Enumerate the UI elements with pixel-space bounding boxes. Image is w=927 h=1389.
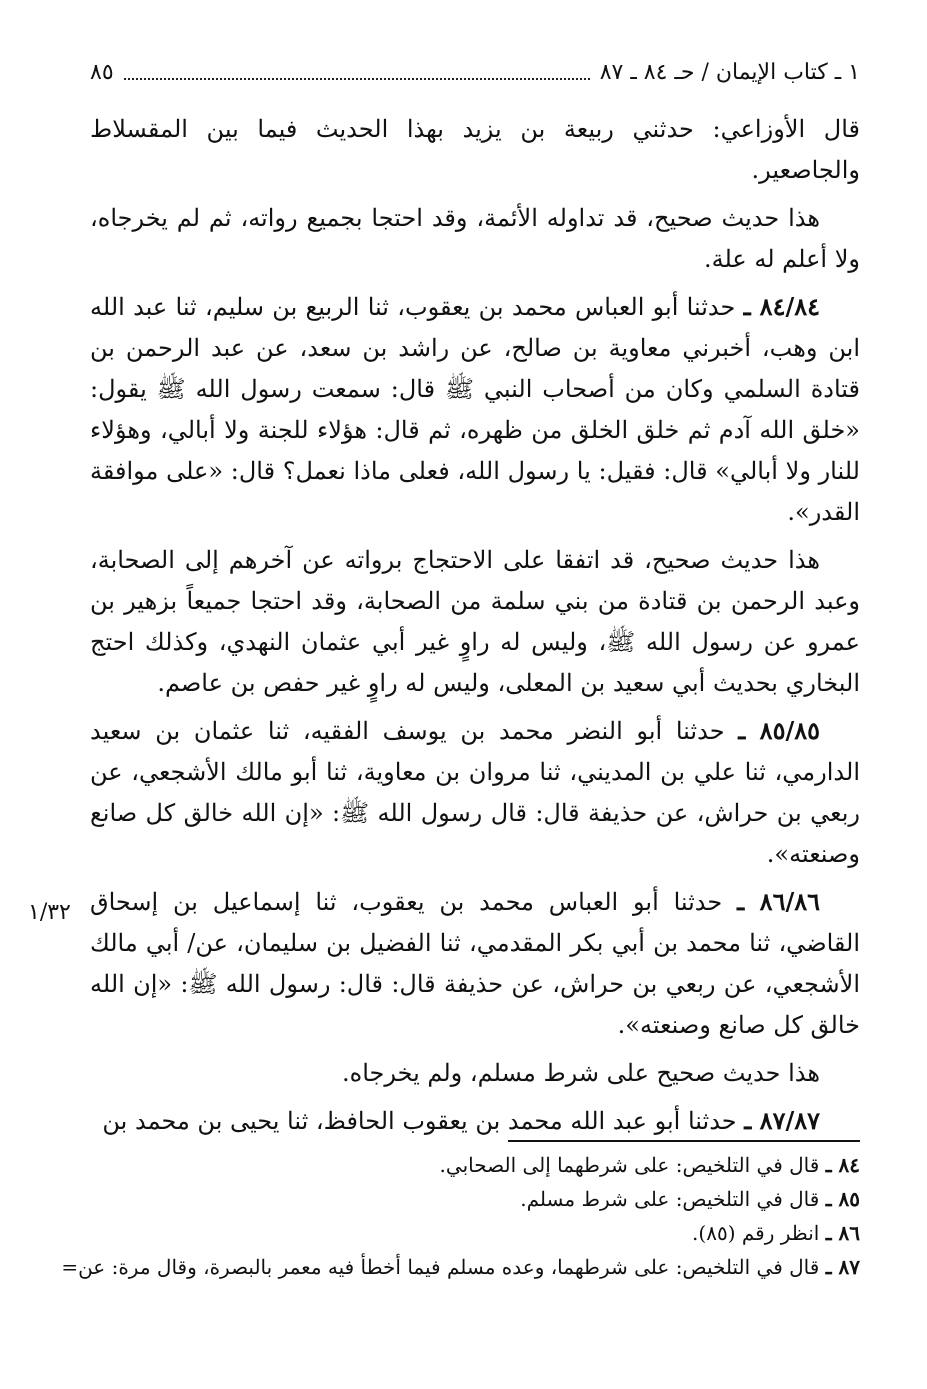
paragraph-text: حدثنا أبو العباس محمد بن يعقوب، ثنا إسماعيل بن إسحاق القاضي، ثنا محمد بن أبي بكر المقدمي، ثنا الفضيل بن سليمان، عن/ أبي مالك الأشجعي، عن ربعي بن حراش، عن حذيفة قال: قال: رسول الله ﷺ: «إن الله خالق كل صانع وصنعته». <box>90 888 861 1039</box>
footnote <box>90 1216 860 1250</box>
paragraph-text: حدثنا أبو النضر محمد بن يوسف الفقيه، ثنا عثمان بن سعيد الدارمي، ثنا علي بن المديني، ثنا مروان بن معاوية، ثنا أبو مالك الأشجعي، عن ربعي بن حراش، عن حذيفة قال: قال رسول الله ﷺ: «إن الله خالق كل صانع وصنعته». <box>90 717 860 868</box>
footnote <box>90 1182 860 1216</box>
hadith-number: ٨٤/٨٤ ـ <box>743 292 820 321</box>
paragraph-text: هذا حديث صحيح على شرط مسلم، ولم يخرجاه. <box>342 1059 820 1087</box>
footnote-number: ٨٦ ـ <box>825 1221 860 1245</box>
paragraph-text: هذا حديث صحيح، قد اتفقا على الاحتجاج برواته عن آخرهم إلى الصحابة، وعبد الرحمن بن قتادة من بني سلمة من الصحابة، وقد احتجا جميعاً بزهير بن عمرو عن رسول الله ﷺ، وليس له راوٍ غير أبي عثمان النهدي، وكذلك احتج البخاري بحديث أبي سعيد بن المعلى، وليس له راوٍ غير حفص بن عاصم. <box>90 546 860 697</box>
hadith-84 <box>90 286 860 533</box>
footnote-number: ٨٥ ـ <box>825 1187 860 1211</box>
paragraph-text: حدثنا أبو عبد الله محمد بن يعقوب الحافظ، ثنا يحيى بن محمد بن <box>102 1107 737 1135</box>
footnote-text: انظر رقم (٨٥). <box>692 1221 820 1245</box>
footnote <box>90 1148 860 1182</box>
main-text <box>90 108 860 1148</box>
footnote-number: ٨٤ ـ <box>825 1153 860 1177</box>
footnote-text: قال في التلخيص: على شرطهما، وعده مسلم فيما أخطأ فيه معمر بالبصرة، وقال مرة: عن= <box>61 1255 820 1279</box>
paragraph <box>90 197 860 280</box>
margin-reference: ١/٣٢ <box>28 900 71 925</box>
footnote-separator <box>508 1140 860 1142</box>
dotted-leader <box>124 64 590 80</box>
hadith-number: ٨٦/٨٦ ـ <box>737 887 820 916</box>
page-header <box>90 52 860 92</box>
running-title: ١ ـ كتاب الإيمان / حـ ٨٤ ـ ٨٧ <box>599 59 860 85</box>
paragraph-text: قال الأوزاعي: حدثني ربيعة بن يزيد بهذا الحديث فيما بين المقسلاط والجاصعير. <box>90 115 860 184</box>
hadith-86 <box>90 881 860 1046</box>
footnote <box>61 1250 860 1284</box>
paragraph-text: حدثنا أبو العباس محمد بن يعقوب، ثنا الربيع بن سليم، ثنا عبد الله ابن وهب، أخبرني معاوية بن صالح، عن راشد بن سعد، عن عبد الرحمن بن قتادة السلمي وكان من أصحاب النبي ﷺ قال: سمعت رسول الله ﷺ يقول: «خلق الله آدم ثم خلق الخلق من ظهره، ثم قال: هؤلاء للجنة ولا أبالي، وهؤلاء للنار ولا أبالي» قال: فقيل: يا رسول الله، فعلى ماذا نعمل؟ قال: «على موافقة القدر». <box>90 293 860 526</box>
paragraph <box>90 1052 860 1094</box>
paragraph <box>90 108 860 191</box>
page-number: ٨٥ <box>90 59 114 85</box>
hadith-85 <box>90 710 860 875</box>
paragraph-text: هذا حديث صحيح، قد تداوله الأئمة، وقد احتجا بجميع رواته، ثم لم يخرجاه، ولا أعلم له علة. <box>90 204 860 273</box>
hadith-number: ٨٧/٨٧ ـ <box>744 1106 820 1135</box>
hadith-87 <box>90 1100 860 1142</box>
footnote-text: قال في التلخيص: على شرط مسلم. <box>520 1187 820 1211</box>
hadith-number: ٨٥/٨٥ ـ <box>738 716 820 745</box>
footnote-text: قال في التلخيص: على شرطهما إلى الصحابي. <box>439 1153 820 1177</box>
footnotes <box>61 1148 860 1284</box>
paragraph <box>90 539 860 704</box>
footnote-number: ٨٧ ـ <box>825 1255 860 1279</box>
